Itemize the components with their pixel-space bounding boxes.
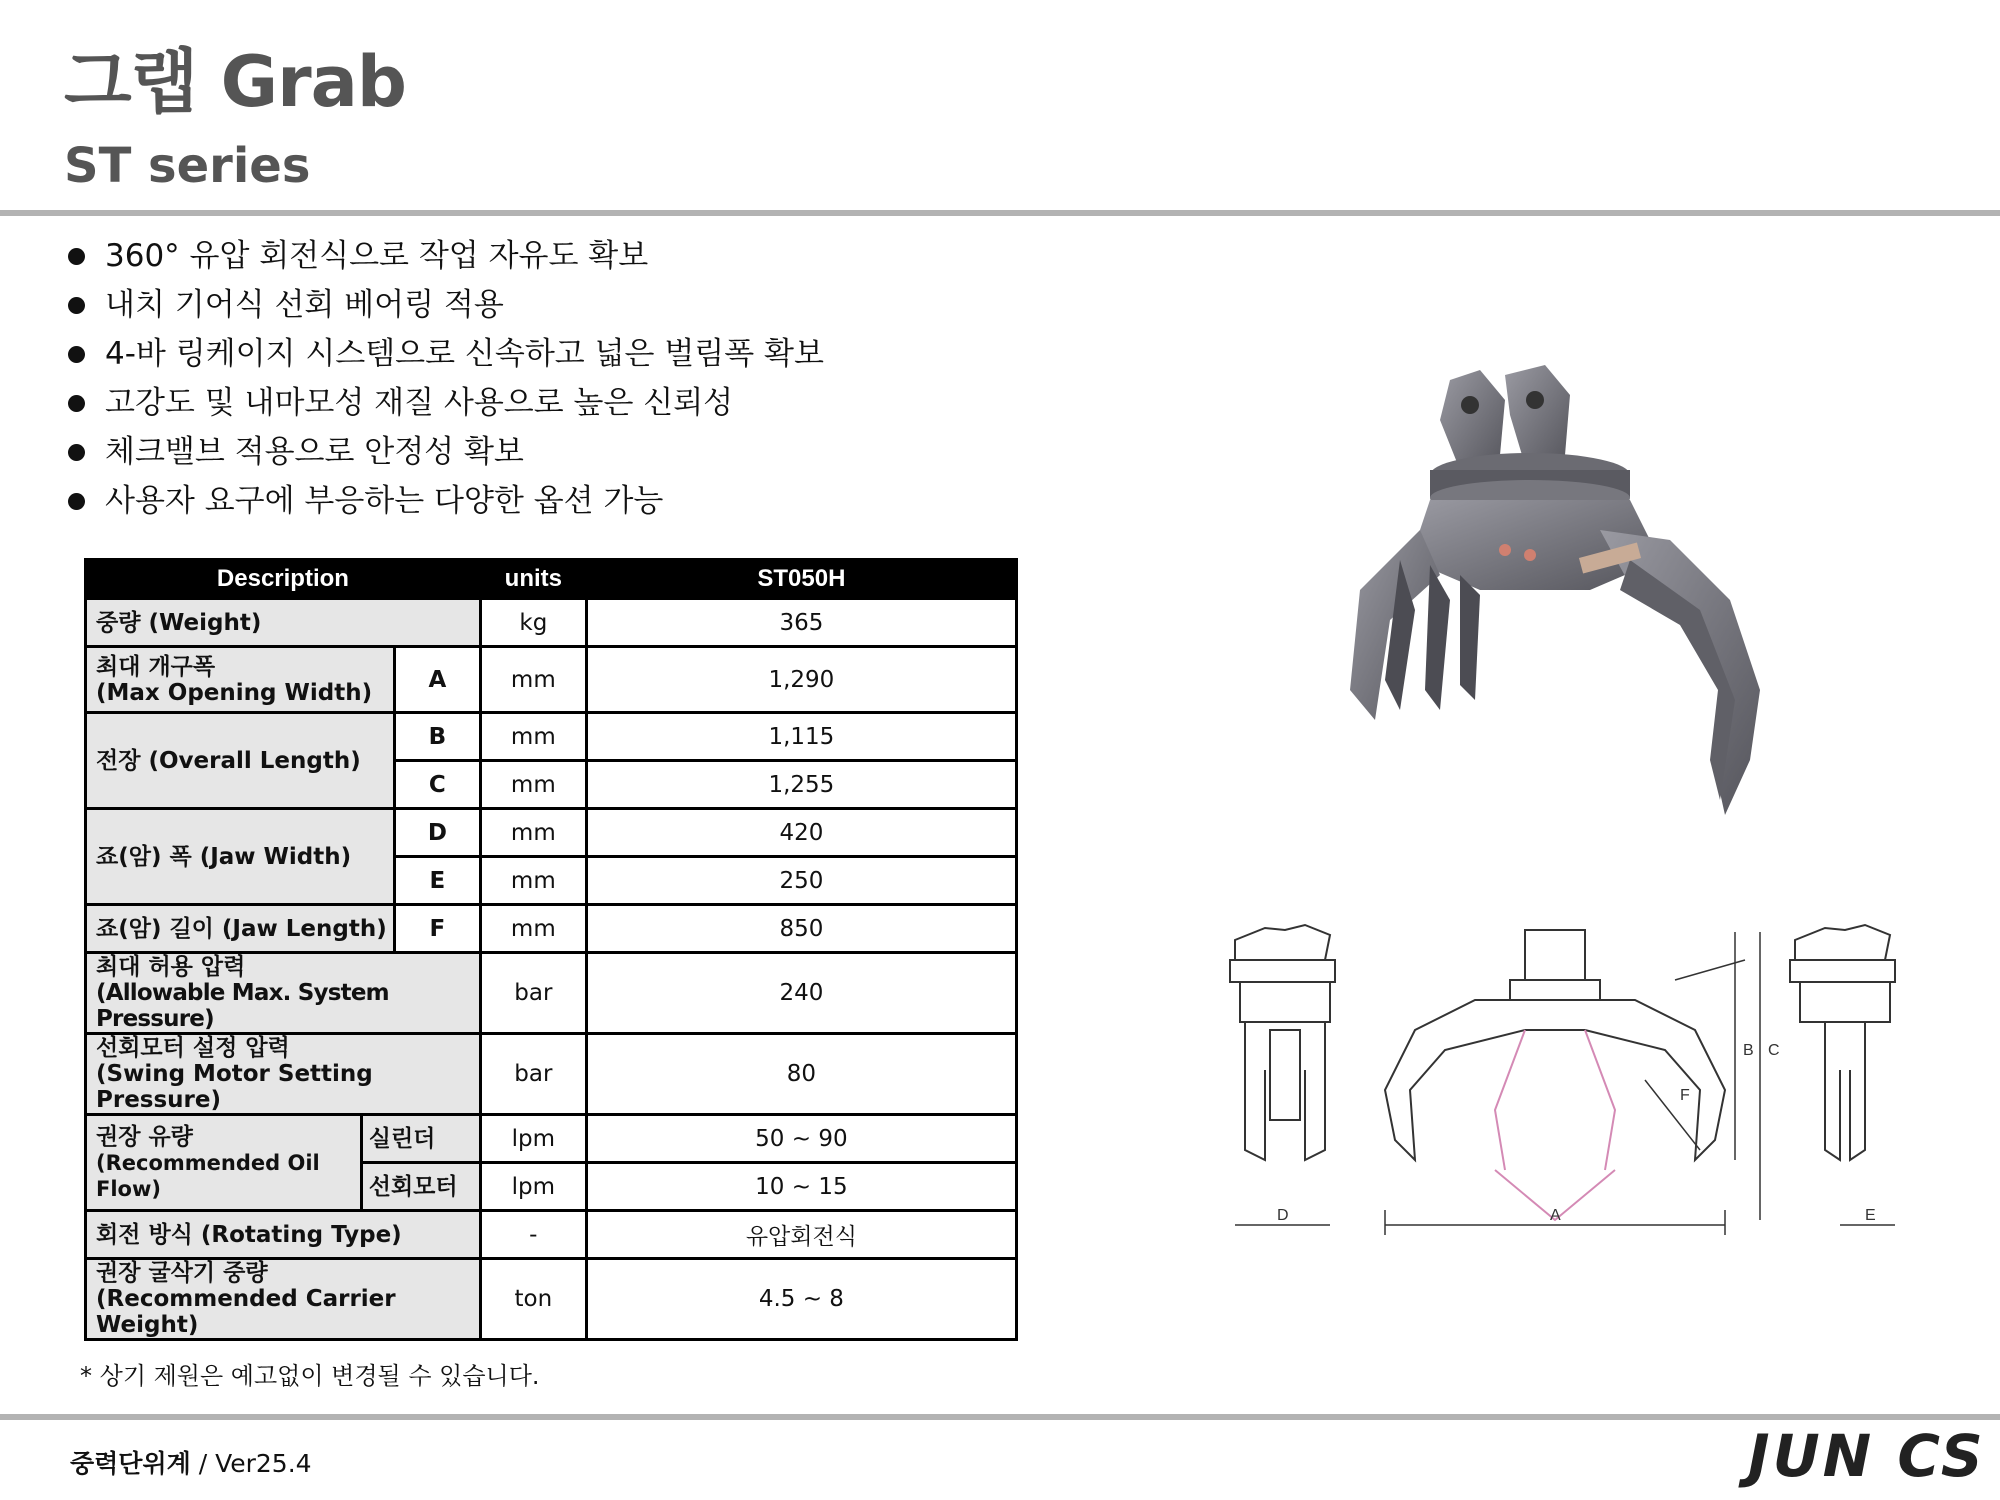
table-header-row	[86, 560, 1017, 599]
header-divider	[0, 210, 2000, 216]
table-row: 권장 굴삭기 중량 (Recommended Carrier Weight) ton 4.5 ~ 8	[86, 1259, 1017, 1340]
bullet-icon	[68, 248, 85, 265]
header-description: Description	[86, 560, 481, 599]
dim-label-c: C	[1768, 1042, 1780, 1059]
feature-list	[68, 232, 824, 526]
bullet-icon	[68, 346, 85, 363]
feature-item: 4-바 링케이지 시스템으로 신속하고 넓은 벌림폭 확보	[68, 330, 824, 379]
bullet-icon	[68, 444, 85, 461]
dim-label-d: D	[1277, 1207, 1289, 1224]
dim-label-a: A	[1550, 1207, 1561, 1224]
bullet-icon	[68, 297, 85, 314]
company-logo: JUN CS	[1748, 1422, 1986, 1490]
table-row: 전장 (Overall Length) B mm 1,115	[86, 713, 1017, 761]
series-subtitle: ST series	[64, 138, 311, 194]
dim-label-f: F	[1680, 1087, 1690, 1104]
dim-label-b: B	[1743, 1042, 1754, 1059]
table-row: 권장 유량 (Recommended Oil Flow) 실린더 lpm 50 ~ 90	[86, 1115, 1017, 1163]
feature-item: 사용자 요구에 부응하는 다양한 옵션 가능	[68, 477, 824, 526]
table-row: 죠(암) 길이 (Jaw Length) F mm 850	[86, 905, 1017, 953]
feature-item: 내치 기어식 선회 베어링 적용	[68, 281, 824, 330]
table-row: 최대 허용 압력 (Allowable Max. System Pressure) bar 240	[86, 953, 1017, 1034]
table-row: 최대 개구폭 (Max Opening Width) A mm 1,290	[86, 647, 1017, 713]
table-row: 죠(암) 폭 (Jaw Width) D mm 420	[86, 809, 1017, 857]
table-row: 회전 방식 (Rotating Type) - 유압회전식	[86, 1211, 1017, 1259]
feature-item: 360° 유압 회전식으로 작업 자유도 확보	[68, 232, 824, 281]
grab-product-image	[1330, 360, 1830, 840]
header-units: units	[480, 560, 586, 599]
table-row: C mm 1,255	[86, 761, 1017, 809]
table-row: 선회모터 lpm 10 ~ 15	[86, 1163, 1017, 1211]
footer-unit-version: 중력단위계 / Ver25.4	[70, 1449, 312, 1478]
table-row: E mm 250	[86, 857, 1017, 905]
bullet-icon	[68, 493, 85, 510]
table-row: 중량 (Weight) kg 365	[86, 599, 1017, 647]
header-model: ST050H	[586, 560, 1016, 599]
feature-item: 고강도 및 내마모성 재질 사용으로 높은 신뢰성	[68, 379, 824, 428]
technical-drawing	[1225, 920, 1945, 1240]
page-title: 그랩 Grab	[64, 41, 406, 123]
spec-disclaimer: * 상기 제원은 예고없이 변경될 수 있습니다.	[80, 1362, 540, 1390]
dim-label-e: E	[1865, 1207, 1876, 1224]
feature-item: 체크밸브 적용으로 안정성 확보	[68, 428, 824, 477]
table-row: 선회모터 설정 압력 (Swing Motor Setting Pressure) bar 80	[86, 1034, 1017, 1115]
bullet-icon	[68, 395, 85, 412]
spec-table	[84, 558, 1018, 1341]
footer-divider	[0, 1414, 2000, 1420]
